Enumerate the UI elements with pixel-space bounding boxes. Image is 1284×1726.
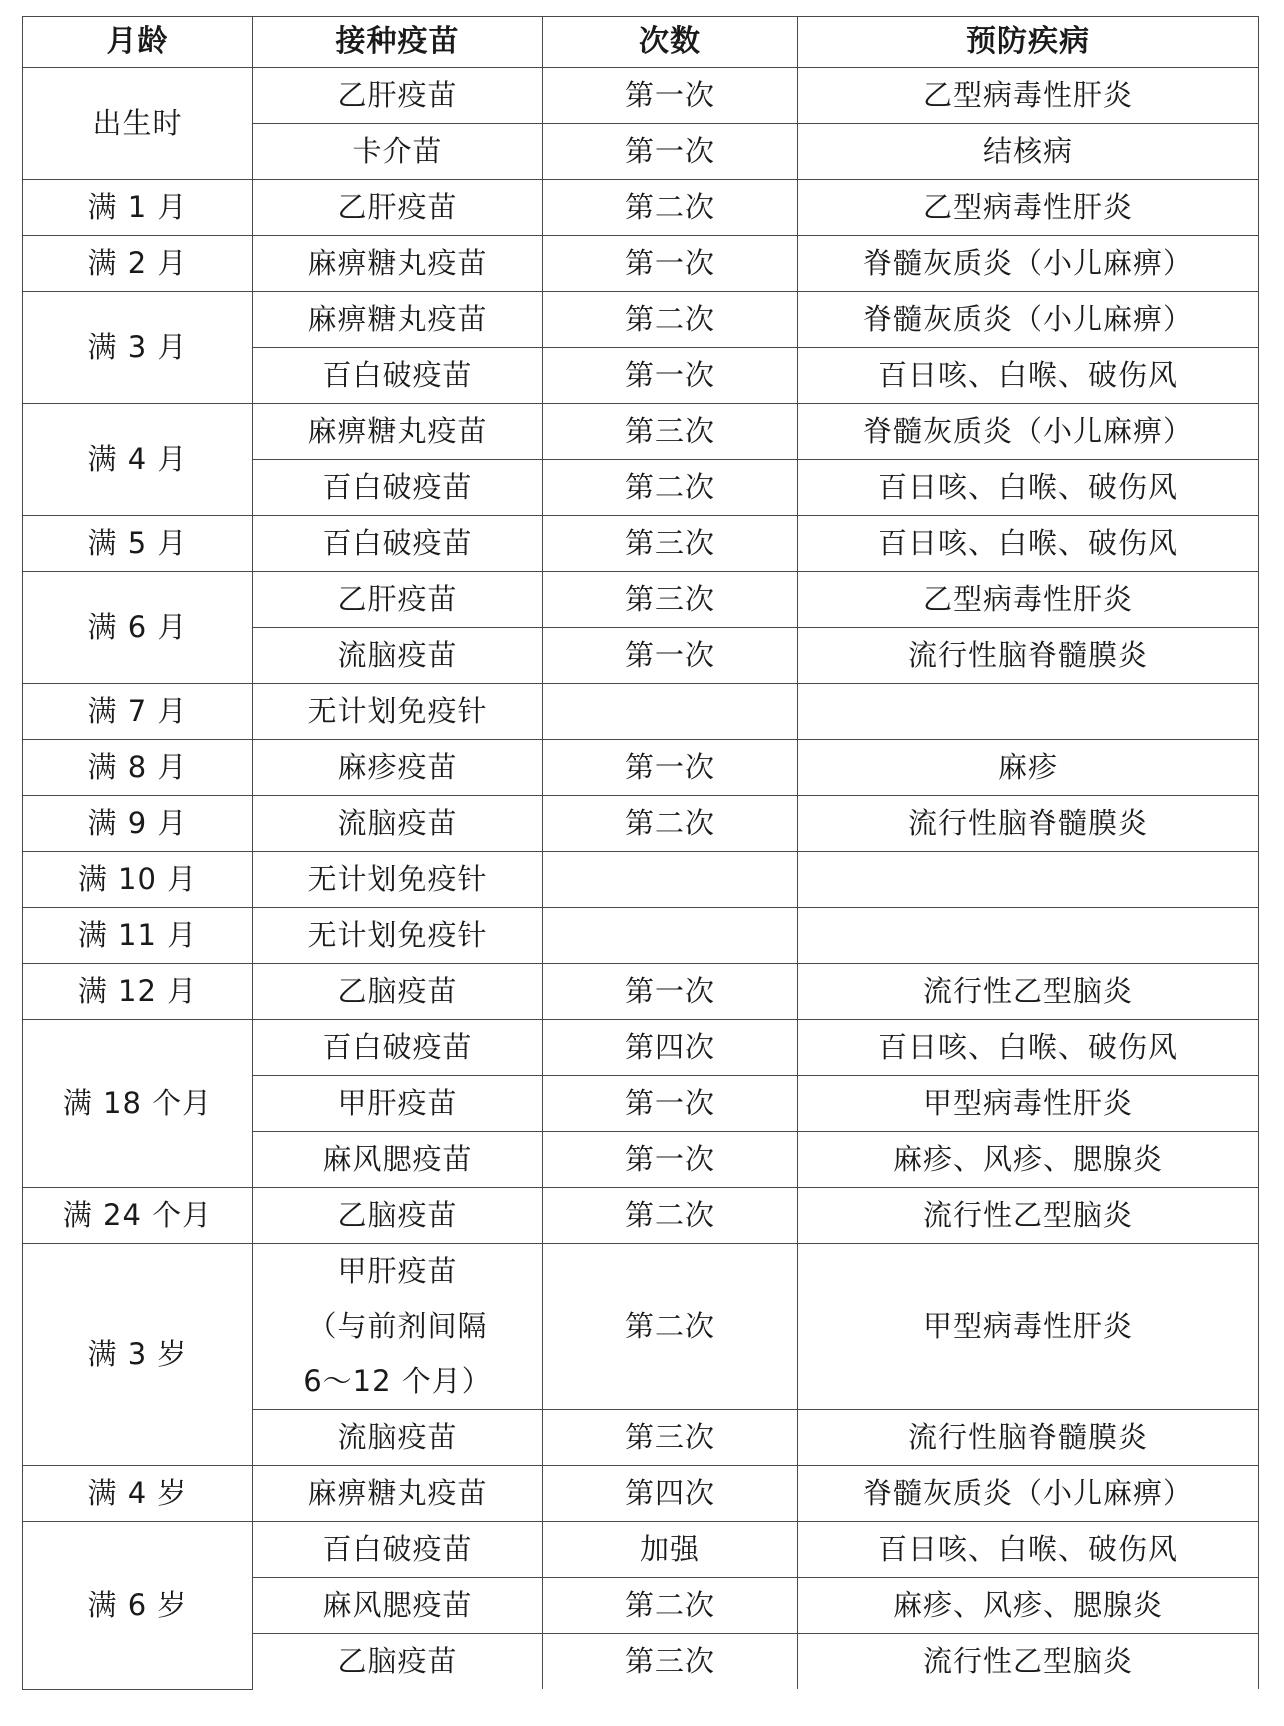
disease-cell: 百日咳、白喉、破伤风 xyxy=(798,1020,1259,1076)
dose-cell: 第一次 xyxy=(543,68,798,124)
disease-cell: 流行性脑脊髓膜炎 xyxy=(798,796,1259,852)
disease-cell: 乙型病毒性肝炎 xyxy=(798,180,1259,236)
dose-cell: 第二次 xyxy=(543,292,798,348)
dose-cell: 第三次 xyxy=(543,404,798,460)
vaccine-cell: 无计划免疫针 xyxy=(253,852,543,908)
age-cell: 满 4 岁 xyxy=(23,1466,253,1522)
disease-cell: 流行性乙型脑炎 xyxy=(798,1188,1259,1244)
table-row xyxy=(23,236,1259,292)
disease-cell: 百日咳、白喉、破伤风 xyxy=(798,460,1259,516)
vaccination-schedule-sheet xyxy=(22,16,1258,1716)
age-cell: 满 12 月 xyxy=(23,964,253,1020)
disease-cell: 麻疹 xyxy=(798,740,1259,796)
table-row xyxy=(23,292,1259,348)
disease-cell: 百日咳、白喉、破伤风 xyxy=(798,1522,1259,1578)
dose-cell: 第二次 xyxy=(543,1188,798,1244)
dose-cell: 第一次 xyxy=(543,1132,798,1188)
dose-cell: 第一次 xyxy=(543,1076,798,1132)
table-row xyxy=(23,1522,1259,1578)
dose-cell: 加强 xyxy=(543,1522,798,1578)
vaccine-cell: 流脑疫苗 xyxy=(253,796,543,852)
vaccination-schedule-table xyxy=(22,16,1259,1690)
age-cell: 满 18 个月 xyxy=(23,1020,253,1188)
dose-cell: 第一次 xyxy=(543,236,798,292)
age-cell: 满 10 月 xyxy=(23,852,253,908)
disease-cell: 百日咳、白喉、破伤风 xyxy=(798,516,1259,572)
dose-cell: 第一次 xyxy=(543,740,798,796)
table-body xyxy=(23,68,1259,1690)
dose-cell: 第三次 xyxy=(543,516,798,572)
table-row xyxy=(23,1466,1259,1522)
vaccine-cell: 麻痹糖丸疫苗 xyxy=(253,404,543,460)
dose-cell: 第四次 xyxy=(543,1466,798,1522)
dose-cell: 第三次 xyxy=(543,1410,798,1466)
vaccine-cell: 甲肝疫苗 xyxy=(253,1076,543,1132)
table-row xyxy=(23,404,1259,460)
vaccine-cell: 无计划免疫针 xyxy=(253,684,543,740)
vaccine-cell: 麻风腮疫苗 xyxy=(253,1578,543,1634)
vaccine-line: 甲肝疫苗 xyxy=(337,1254,458,1288)
table-row xyxy=(23,1244,1259,1410)
table-row xyxy=(23,740,1259,796)
table-row xyxy=(23,908,1259,964)
age-cell: 满 6 月 xyxy=(23,572,253,684)
vaccine-cell: 乙脑疫苗 xyxy=(253,1188,543,1244)
dose-cell: 第一次 xyxy=(543,964,798,1020)
vaccine-cell: 百白破疫苗 xyxy=(253,348,543,404)
disease-cell xyxy=(798,852,1259,908)
table-row xyxy=(23,684,1259,740)
dose-cell: 第二次 xyxy=(543,1578,798,1634)
vaccine-cell: 麻风腮疫苗 xyxy=(253,1132,543,1188)
disease-cell: 甲型病毒性肝炎 xyxy=(798,1076,1259,1132)
age-cell: 满 4 月 xyxy=(23,404,253,516)
vaccine-cell: 百白破疫苗 xyxy=(253,1020,543,1076)
table-row xyxy=(23,852,1259,908)
vaccine-cell: 乙脑疫苗 xyxy=(253,964,543,1020)
disease-cell: 甲型病毒性肝炎 xyxy=(798,1244,1259,1410)
disease-cell: 结核病 xyxy=(798,124,1259,180)
dose-cell xyxy=(543,684,798,740)
header-age: 月龄 xyxy=(23,17,253,68)
disease-cell: 流行性乙型脑炎 xyxy=(798,964,1259,1020)
disease-cell: 乙型病毒性肝炎 xyxy=(798,68,1259,124)
age-cell: 满 9 月 xyxy=(23,796,253,852)
header-dose: 次数 xyxy=(543,17,798,68)
header-disease: 预防疾病 xyxy=(798,17,1259,68)
vaccine-cell: 百白破疫苗 xyxy=(253,516,543,572)
dose-cell xyxy=(543,852,798,908)
dose-cell: 第一次 xyxy=(543,124,798,180)
vaccine-cell: 乙肝疫苗 xyxy=(253,180,543,236)
header-row xyxy=(23,17,1259,68)
dose-cell: 第三次 xyxy=(543,1634,798,1690)
vaccine-cell: 麻痹糖丸疫苗 xyxy=(253,1466,543,1522)
age-cell: 出生时 xyxy=(23,68,253,180)
vaccine-cell: 麻疹疫苗 xyxy=(253,740,543,796)
vaccine-cell: 麻痹糖丸疫苗 xyxy=(253,292,543,348)
disease-cell: 流行性乙型脑炎 xyxy=(798,1634,1259,1690)
table-row xyxy=(23,516,1259,572)
dose-cell: 第二次 xyxy=(543,460,798,516)
dose-cell: 第二次 xyxy=(543,796,798,852)
disease-cell: 流行性脑脊髓膜炎 xyxy=(798,1410,1259,1466)
dose-cell: 第二次 xyxy=(543,1244,798,1410)
vaccine-cell: 麻痹糖丸疫苗 xyxy=(253,236,543,292)
table-row xyxy=(23,572,1259,628)
table-row xyxy=(23,1188,1259,1244)
vaccine-cell: 乙肝疫苗 xyxy=(253,572,543,628)
age-cell: 满 11 月 xyxy=(23,908,253,964)
dose-cell: 第三次 xyxy=(543,572,798,628)
dose-cell: 第四次 xyxy=(543,1020,798,1076)
dose-cell xyxy=(543,908,798,964)
age-cell: 满 6 岁 xyxy=(23,1522,253,1690)
dose-cell: 第一次 xyxy=(543,628,798,684)
table-row xyxy=(23,964,1259,1020)
disease-cell xyxy=(798,684,1259,740)
vaccine-line: （与前剂间隔 xyxy=(307,1309,488,1343)
age-cell: 满 2 月 xyxy=(23,236,253,292)
disease-cell: 麻疹、风疹、腮腺炎 xyxy=(798,1578,1259,1634)
vaccine-cell: 百白破疫苗 xyxy=(253,460,543,516)
age-cell: 满 3 月 xyxy=(23,292,253,404)
age-cell: 满 8 月 xyxy=(23,740,253,796)
vaccine-cell: 卡介苗 xyxy=(253,124,543,180)
table-row xyxy=(23,180,1259,236)
disease-cell: 麻疹、风疹、腮腺炎 xyxy=(798,1132,1259,1188)
age-cell: 满 7 月 xyxy=(23,684,253,740)
disease-cell: 脊髓灰质炎（小儿麻痹） xyxy=(798,404,1259,460)
table-row xyxy=(23,796,1259,852)
disease-cell: 脊髓灰质炎（小儿麻痹） xyxy=(798,292,1259,348)
disease-cell xyxy=(798,908,1259,964)
disease-cell: 脊髓灰质炎（小儿麻痹） xyxy=(798,1466,1259,1522)
age-cell: 满 5 月 xyxy=(23,516,253,572)
table-header xyxy=(23,17,1259,68)
age-cell: 满 1 月 xyxy=(23,180,253,236)
vaccine-cell: 乙脑疫苗 xyxy=(253,1634,543,1690)
header-vaccine: 接种疫苗 xyxy=(253,17,543,68)
vaccine-cell xyxy=(253,1244,543,1410)
vaccine-line: 6～12 个月） xyxy=(303,1364,492,1398)
disease-cell: 乙型病毒性肝炎 xyxy=(798,572,1259,628)
age-cell: 满 24 个月 xyxy=(23,1188,253,1244)
table-row xyxy=(23,1020,1259,1076)
vaccine-cell: 流脑疫苗 xyxy=(253,628,543,684)
dose-cell: 第二次 xyxy=(543,180,798,236)
disease-cell: 流行性脑脊髓膜炎 xyxy=(798,628,1259,684)
vaccine-cell: 乙肝疫苗 xyxy=(253,68,543,124)
disease-cell: 百日咳、白喉、破伤风 xyxy=(798,348,1259,404)
dose-cell: 第一次 xyxy=(543,348,798,404)
vaccine-cell: 无计划免疫针 xyxy=(253,908,543,964)
table-row xyxy=(23,68,1259,124)
vaccine-cell: 流脑疫苗 xyxy=(253,1410,543,1466)
disease-cell: 脊髓灰质炎（小儿麻痹） xyxy=(798,236,1259,292)
age-cell: 满 3 岁 xyxy=(23,1244,253,1466)
page-edge xyxy=(1262,0,1284,1726)
vaccine-cell: 百白破疫苗 xyxy=(253,1522,543,1578)
